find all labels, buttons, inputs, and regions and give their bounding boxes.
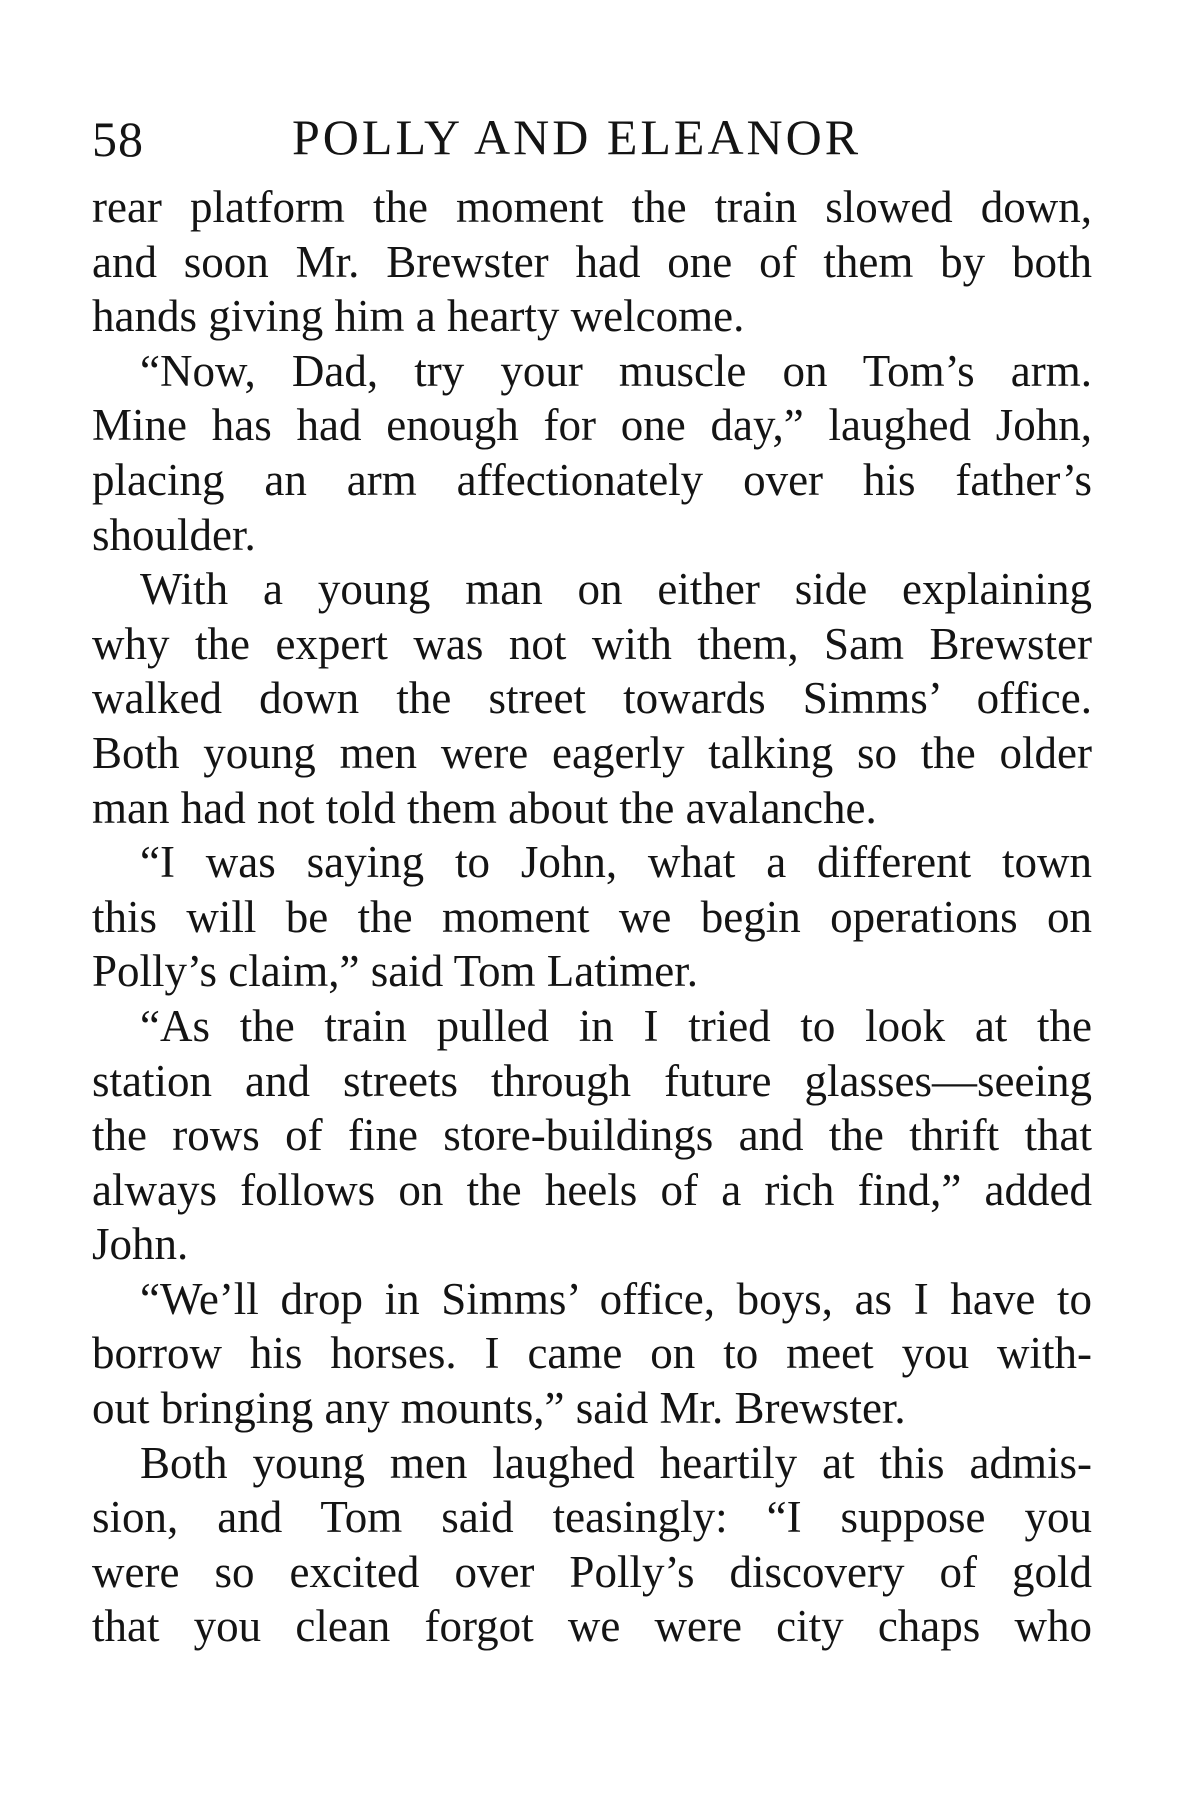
text-line: always follows on the heels of a rich find,” added: [92, 1164, 1092, 1215]
text-line: shoulder.: [92, 509, 256, 560]
text-line: borrow his horses. I came on to meet you with-: [92, 1328, 1092, 1379]
text-line: Both young men were eagerly talking so the older: [92, 727, 1092, 778]
text-line: “As the train pulled in I tried to look at the: [140, 1000, 1092, 1051]
text-line: were so excited over Polly’s discovery of gold: [92, 1546, 1092, 1597]
text-line: Mine has had enough for one day,” laughed John,: [92, 400, 1092, 451]
text-line: this will be the moment we begin operations on: [92, 891, 1092, 942]
text-line: “We’ll drop in Simms’ office, boys, as I have to: [140, 1273, 1092, 1324]
book-page: [92, 100, 1092, 1654]
text-line: the rows of fine store-buildings and the thrift that: [92, 1110, 1092, 1161]
text-line: man had not told them about the avalanche.: [92, 782, 877, 833]
text-line: sion, and Tom said teasingly: “I suppose you: [92, 1492, 1092, 1543]
page-header: [92, 100, 1092, 180]
text-line: John.: [92, 1219, 189, 1270]
text-line: rear platform the moment the train slowed down,: [92, 182, 1092, 232]
text-line: and soon Mr. Brewster had one of them by both: [92, 236, 1092, 287]
text-line: station and streets through future glasses—seeing: [92, 1055, 1092, 1106]
text-line: “Now, Dad, try your muscle on Tom’s arm.: [140, 345, 1092, 396]
body-text: [92, 180, 1092, 1654]
text-line: With a young man on either side explaining: [140, 564, 1092, 615]
text-line: placing an arm affectionately over his father’s: [92, 454, 1092, 505]
text-line: that you clean forgot we were city chaps who: [92, 1601, 1092, 1652]
page-number: 58: [92, 111, 144, 167]
text-line: “I was saying to John, what a different town: [140, 837, 1092, 888]
text-line: why the expert was not with them, Sam Brewster: [92, 618, 1092, 669]
text-line: out bringing any mounts,” said Mr. Brewster.: [92, 1383, 906, 1434]
text-line: walked down the street towards Simms’ office.: [92, 673, 1092, 724]
text-line: hands giving him a hearty welcome.: [92, 291, 745, 342]
text-line: Polly’s claim,” said Tom Latimer.: [92, 946, 698, 997]
text-line: Both young men laughed heartily at this admis-: [140, 1437, 1092, 1488]
running-head: POLLY AND ELEANOR: [292, 109, 862, 165]
